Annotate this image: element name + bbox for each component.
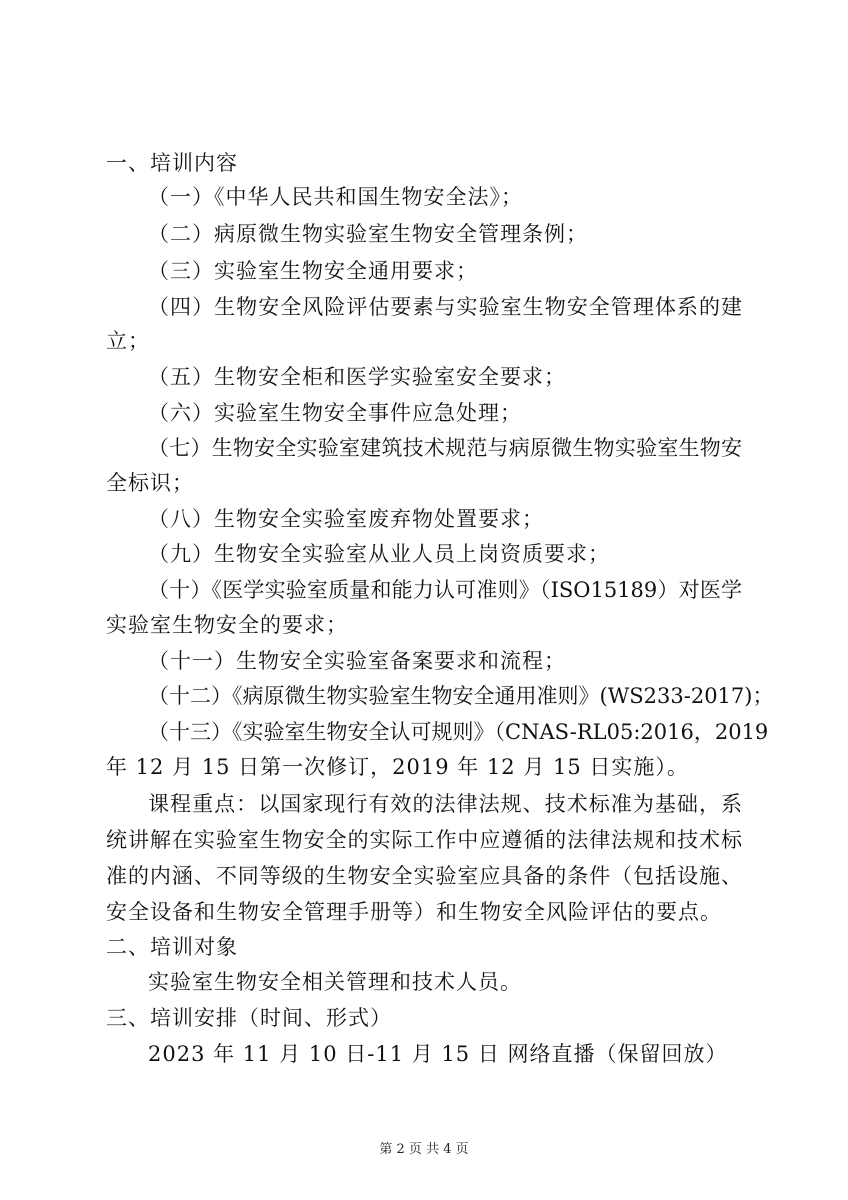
content-item-13: （十三）《实验室生物安全认可规则》（CNAS-RL05:2016，2019 — [148, 720, 769, 744]
content-item-2: （二）病原微生物实验室生物安全管理条例； — [148, 222, 588, 246]
content-item-1: （一）《中华人民共和国生物安全法》； — [148, 185, 523, 209]
section-heading-training-content: 一、培训内容 — [106, 151, 238, 175]
content-item-5: （五）生物安全柜和医学实验室安全要求； — [148, 365, 566, 389]
section-heading-training-arrangement: 三、培训安排（时间、形式） — [106, 1006, 392, 1030]
training-target-text: 实验室生物安全相关管理和技术人员。 — [148, 970, 522, 994]
page-number-footer: 第 2 页 共 4 页 — [379, 1142, 469, 1157]
content-item-13-continued: 年 12 月 15 日第一次修订，2019 年 12 月 15 日实施）。 — [106, 755, 689, 779]
content-item-7: （七）生物安全实验室建筑技术规范与病原微生物实验室生物安 — [148, 436, 742, 460]
content-item-9: （九）生物安全实验室从业人员上岗资质要求； — [148, 542, 610, 566]
course-focus-line-1: 课程重点：以国家现行有效的法律法规、技术标准为基础，系 — [148, 792, 742, 816]
content-item-12: （十二）《病原微生物实验室生物安全通用准则》(WS233-2017)； — [148, 684, 774, 708]
content-item-10: （十）《医学实验室质量和能力认可准则》（ISO15189）对医学 — [148, 578, 742, 602]
content-item-4-continued: 立； — [106, 329, 150, 353]
course-focus-line-2: 统讲解在实验室生物安全的实际工作中应遵循的法律法规和技术标 — [106, 828, 742, 852]
content-item-7-continued: 全标识； — [106, 471, 194, 495]
course-focus-line-3: 准的内涵、不同等级的生物安全实验室应具备的条件（包括设施、 — [106, 864, 742, 888]
content-item-10-continued: 实验室生物安全的要求； — [106, 613, 348, 637]
content-item-6: （六）实验室生物安全事件应急处理； — [148, 401, 522, 425]
training-arrangement-text: 2023 年 11 月 10 日-11 月 15 日 网络直播（保留回放） — [148, 1042, 728, 1066]
content-item-8: （八）生物安全实验室废弃物处置要求； — [148, 507, 544, 531]
course-focus-line-4: 安全设备和生物安全管理手册等）和生物安全风险评估的要点。 — [106, 900, 722, 924]
content-item-3: （三）实验室生物安全通用要求； — [148, 259, 478, 283]
section-heading-training-target: 二、培训对象 — [106, 935, 238, 959]
content-item-4: （四）生物安全风险评估要素与实验室生物安全管理体系的建 — [148, 295, 742, 319]
content-item-11: （十一）生物安全实验室备案要求和流程； — [148, 649, 566, 673]
